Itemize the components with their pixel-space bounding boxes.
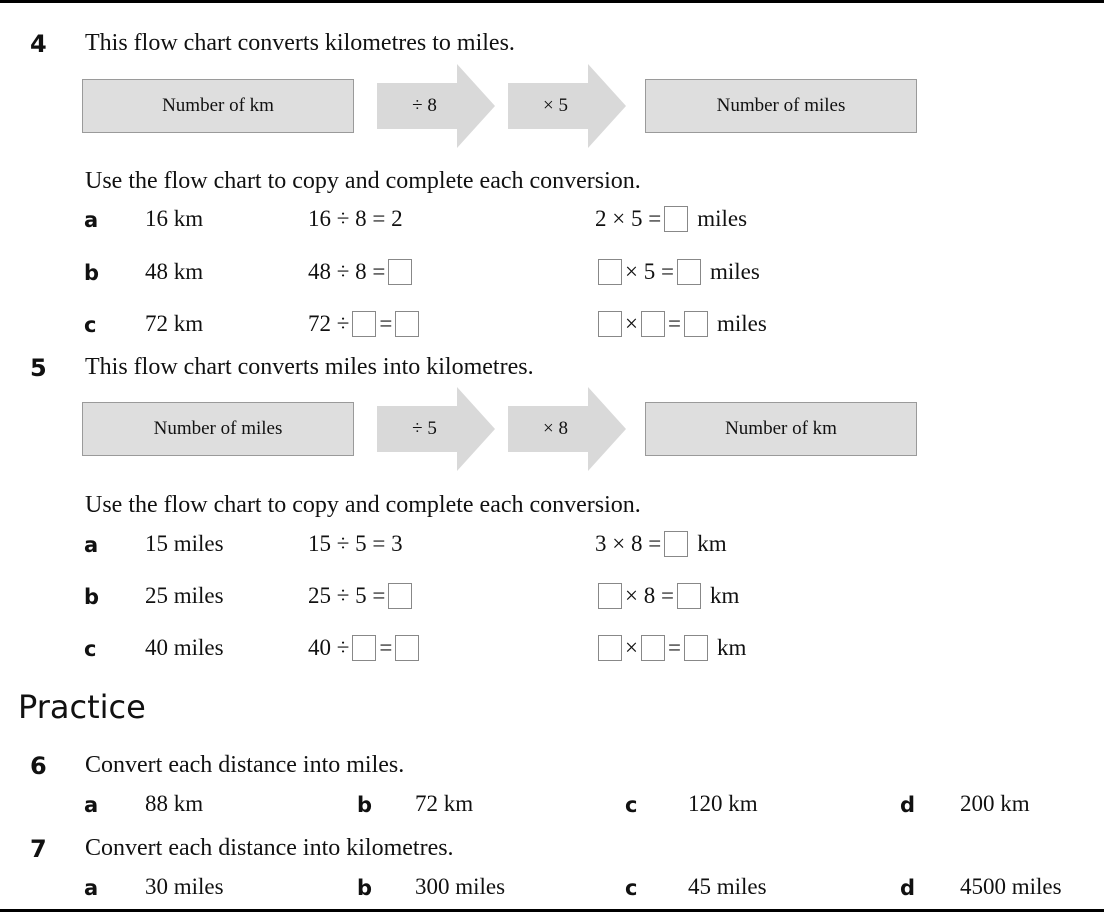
question-4-text: This flow chart converts kilometres to miles.: [85, 30, 515, 56]
part-label: b: [84, 261, 100, 285]
question-5-number: 5: [30, 354, 47, 382]
part-label: b: [357, 793, 373, 817]
question-6-text: Convert each distance into miles.: [85, 752, 405, 778]
distance-item: 72 km: [415, 791, 474, 816]
flow-arrow-divide: [377, 64, 497, 148]
part-label: a: [84, 533, 99, 557]
first-step-equation: [308, 632, 422, 664]
second-step-equation: [595, 256, 760, 288]
answer-box[interactable]: [352, 635, 376, 661]
distance-item: 88 km: [145, 791, 204, 816]
question-4-instruction: Use the flow chart to copy and complete each conversion.: [85, 168, 641, 194]
answer-box[interactable]: [677, 583, 701, 609]
answer-box[interactable]: [664, 206, 688, 232]
equation-text: miles: [716, 311, 767, 336]
given-distance: 16 km: [145, 206, 204, 231]
part-label: a: [84, 208, 99, 232]
second-step-equation: [595, 308, 767, 340]
equation-text: km: [716, 635, 747, 660]
answer-box[interactable]: [684, 635, 708, 661]
first-step-equation: [308, 528, 403, 560]
answer-box[interactable]: [598, 311, 622, 337]
answer-box[interactable]: [388, 259, 412, 285]
flow-end-box: Number of miles: [645, 79, 917, 133]
equation-text: × 8 =: [625, 583, 674, 608]
first-step-equation: [308, 580, 415, 612]
equation-text: 72 ÷: [308, 311, 350, 336]
second-step-equation: [595, 632, 746, 664]
distance-item: 120 km: [688, 791, 758, 816]
top-rule: [0, 0, 1104, 3]
question-7-text: Convert each distance into kilometres.: [85, 835, 454, 861]
part-label: a: [84, 793, 99, 817]
part-label: c: [84, 637, 97, 661]
given-distance: 48 km: [145, 259, 204, 284]
second-step-equation: [595, 580, 739, 612]
equation-text: 25 ÷ 5 =: [308, 583, 386, 608]
part-label: c: [84, 313, 97, 337]
equation-text: 3 × 8 =: [595, 531, 662, 556]
first-step-equation: [308, 308, 422, 340]
equation-text: 16 ÷ 8 = 2: [308, 206, 403, 231]
flow-start-box: Number of miles: [82, 402, 354, 456]
question-6-number: 6: [30, 752, 47, 780]
distance-item: 4500 miles: [960, 874, 1062, 899]
equation-text: × 5 =: [625, 259, 674, 284]
answer-box[interactable]: [641, 311, 665, 337]
flow-op: × 5: [543, 95, 568, 116]
equation-text: ×: [625, 635, 638, 660]
answer-box[interactable]: [598, 259, 622, 285]
equation-text: =: [667, 311, 681, 336]
answer-box[interactable]: [664, 531, 688, 557]
part-label: c: [625, 876, 638, 900]
second-step-equation: [595, 528, 727, 560]
first-step-equation: [308, 256, 415, 288]
distance-item: 200 km: [960, 791, 1030, 816]
answer-box[interactable]: [395, 311, 419, 337]
answer-box[interactable]: [677, 259, 701, 285]
equation-text: km: [709, 583, 740, 608]
answer-box[interactable]: [684, 311, 708, 337]
flow-op: ÷ 8: [412, 95, 437, 116]
flow-arrow-multiply: [508, 64, 628, 148]
given-distance: 40 miles: [145, 635, 224, 660]
given-distance: 15 miles: [145, 531, 224, 556]
part-label: a: [84, 876, 99, 900]
part-label: b: [357, 876, 373, 900]
equation-text: miles: [709, 259, 760, 284]
answer-box[interactable]: [598, 635, 622, 661]
question-5-text: This flow chart converts miles into kilometres.: [85, 354, 534, 380]
part-label: b: [84, 585, 100, 609]
second-step-equation: [595, 203, 747, 235]
equation-text: =: [379, 311, 393, 336]
distance-item: 300 miles: [415, 874, 506, 899]
answer-box[interactable]: [641, 635, 665, 661]
part-label: d: [900, 793, 916, 817]
flow-op: ÷ 5: [412, 418, 437, 439]
answer-box[interactable]: [598, 583, 622, 609]
equation-text: 40 ÷: [308, 635, 350, 660]
flow-op: × 8: [543, 418, 568, 439]
equation-text: 48 ÷ 8 =: [308, 259, 386, 284]
question-5-instruction: Use the flow chart to copy and complete each conversion.: [85, 492, 641, 518]
equation-text: 2 × 5 =: [595, 206, 662, 231]
question-4-number: 4: [30, 30, 47, 58]
equation-text: km: [697, 531, 727, 556]
equation-text: ×: [625, 311, 638, 336]
answer-box[interactable]: [352, 311, 376, 337]
flow-arrow-multiply: [508, 387, 628, 471]
equation-text: miles: [697, 206, 748, 231]
distance-item: 45 miles: [688, 874, 767, 899]
first-step-equation: [308, 203, 403, 235]
given-distance: 72 km: [145, 311, 204, 336]
question-7-number: 7: [30, 835, 47, 863]
answer-box[interactable]: [388, 583, 412, 609]
practice-heading: Practice: [18, 688, 146, 726]
answer-box[interactable]: [395, 635, 419, 661]
distance-item: 30 miles: [145, 874, 224, 899]
flow-start-box: Number of km: [82, 79, 354, 133]
given-distance: 25 miles: [145, 583, 224, 608]
equation-text: 15 ÷ 5 = 3: [308, 531, 403, 556]
part-label: d: [900, 876, 916, 900]
flow-arrow-divide: [377, 387, 497, 471]
equation-text: =: [667, 635, 681, 660]
flow-end-box: Number of km: [645, 402, 917, 456]
equation-text: =: [379, 635, 393, 660]
part-label: c: [625, 793, 638, 817]
